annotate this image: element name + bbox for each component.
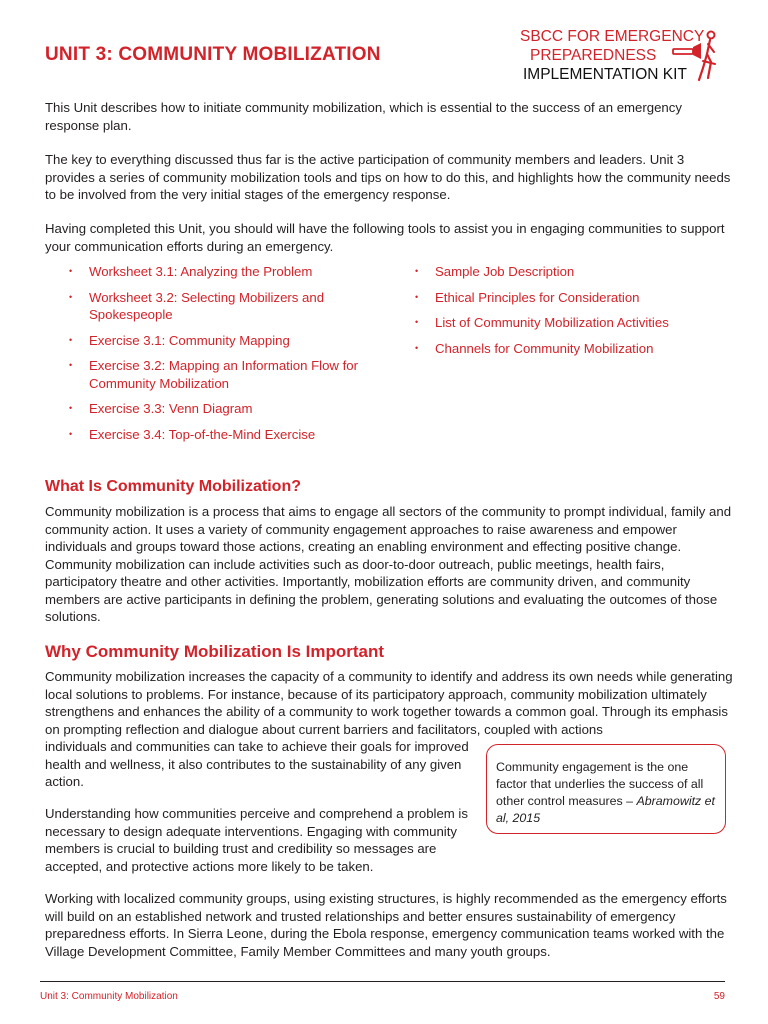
- tool-item[interactable]: • Channels for Community Mobilization: [391, 340, 731, 358]
- kit-title-line3: IMPLEMENTATION KIT: [523, 66, 687, 83]
- section-heading-what: What Is Community Mobilization?: [45, 478, 301, 495]
- kit-title-line2: PREPAREDNESS: [530, 47, 657, 64]
- section-why-body: Community mobilization increases the capacity of a community to identify and address its own needs while generating local solutions to problems. For instance, because of its participatory approach, community mobilization ultimately strengthens and enhances the ability of a community to work together towards a common goal. Through its emphasis on prompting reflection and dialogue about current barriers and facilitators, coupled with actions: [45, 669, 733, 737]
- intro-paragraph-2: The key to everything discussed thus far is the active participation of community members and leaders. Unit 3 provides a series of community mobilization tools and tips on how to do this, and highlights how the community needs to be involved from the very initial stages of the emergency response.: [45, 152, 731, 202]
- page-title: UNIT 3: COMMUNITY MOBILIZATION: [45, 44, 381, 65]
- section-why-body-cont: individuals and communities can take to achieve their goals for improved health and wellness, it also contributes to the sustainability of any given action.: [45, 739, 469, 789]
- pull-quote-box: [486, 744, 726, 834]
- tool-item[interactable]: • Sample Job Description: [391, 263, 731, 281]
- section-what-body: Community mobilization is a process that aims to engage all sectors of the community to prompt individual, family and community action. It uses a variety of community engagement approaches to raise awareness and empower individuals and groups toward those actions, creating an enabling environment and effecting positive change. Community mobilization can include activities such as door-to-door outreach, public meetings, health fairs, participatory theatre and other activities. Importantly, mobilization efforts are community driven, and community members are active participants in defining the problem, generating solutions and evaluating the outcomes of those solutions.: [45, 504, 732, 624]
- tool-item[interactable]: • Worksheet 3.2: Selecting Mobilizers and Spokespeople: [45, 289, 375, 324]
- tools-list-left: [45, 263, 375, 443]
- tool-item[interactable]: • Worksheet 3.1: Analyzing the Problem: [45, 263, 375, 281]
- footer-section-label: Unit 3: Community Mobilization: [40, 991, 178, 1002]
- tool-item[interactable]: • Exercise 3.2: Mapping an Information Flow for Community Mobilization: [45, 357, 375, 392]
- tool-item[interactable]: • List of Community Mobilization Activities: [391, 314, 731, 332]
- section-heading-why: Why Community Mobilization Is Important: [45, 642, 385, 661]
- page-number: 59: [713, 991, 725, 1002]
- intro-paragraph-1: This Unit describes how to initiate community mobilization, which is essential to the success of an emergency response plan.: [45, 100, 682, 133]
- person-with-megaphone-icon: [663, 28, 723, 88]
- kit-branding: [500, 28, 730, 88]
- tool-item[interactable]: • Exercise 3.4: Top-of-the-Mind Exercise: [45, 426, 375, 444]
- tool-item[interactable]: • Exercise 3.3: Venn Diagram: [45, 400, 375, 418]
- kit-title-line1: SBCC FOR EMERGENCY: [520, 28, 705, 45]
- section-why-paragraph-3: Working with localized community groups, using existing structures, is highly recommended as the emergency efforts will build on an established network and trusted relationships and better ensures sustainability of emergency preparedness efforts. In Sierra Leone, during the Ebola response, emergency communication teams worked with the Village Development Committee, Family Member Committees and many youth groups.: [45, 891, 727, 959]
- tools-list-right: [391, 263, 731, 357]
- tool-item[interactable]: • Ethical Principles for Consideration: [391, 289, 731, 307]
- pull-quote-text: Community engagement is the one factor that underlies the success of all other control measures –: [496, 760, 704, 808]
- pull-quote-citation: Abramowitz et al, 2015: [496, 794, 716, 825]
- footer-divider: [40, 981, 725, 982]
- intro-paragraph-3: Having completed this Unit, you should will have the following tools to assist you in engaging communities to support your communication efforts during an emergency.: [45, 221, 725, 254]
- tool-item[interactable]: • Exercise 3.1: Community Mapping: [45, 332, 375, 350]
- section-why-paragraph-2: Understanding how communities perceive and comprehend a problem is necessary to design adequate interventions. Engaging with community members is crucial to building trust and credibility so messages are accepted, and protective actions more likely to be taken.: [45, 806, 468, 874]
